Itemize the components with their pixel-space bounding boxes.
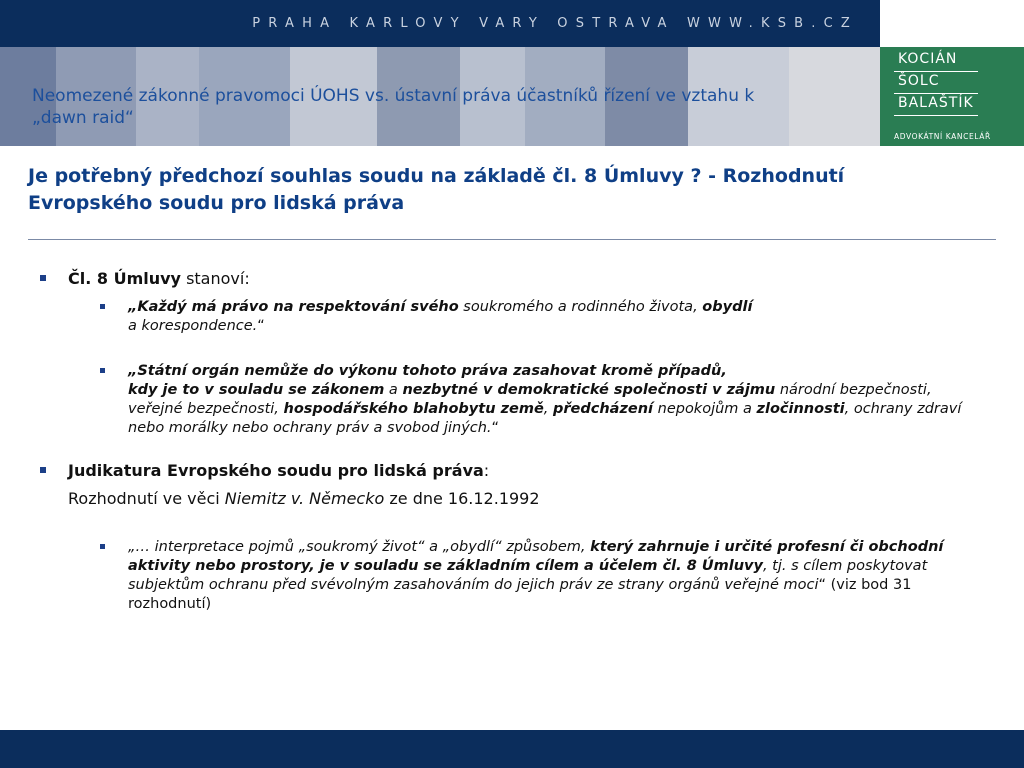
bullet-square-icon — [100, 368, 105, 373]
logo-box — [880, 47, 1024, 146]
quote-article-8-para2: „Státní orgán nemůže do výkonu tohoto práva zasahovat kromě případů, kdy je to v souladu se zákonem a nezbytné v demokratické společnosti v zájmu národní bezpečnosti, veřejné bezpečnosti, hospodářského blahobytu země, předcházení nepokojům a zločinnosti, ochrany zdraví nebo morálky nebo ochrany práv a svobod jiných.“ — [40, 362, 990, 438]
title-divider — [28, 239, 996, 240]
bullet-square-icon — [100, 544, 105, 549]
bullet-square-icon — [40, 275, 46, 281]
logo-subtitle: ADVOKÁTNÍ KANCELÁŘ — [894, 132, 991, 141]
slide-title: Je potřebný předchozí souhlas soudu na základě čl. 8 Úmluvy ? - Rozhodnutí Evropského soudu pro lidská práva — [28, 165, 845, 214]
logo-line-2: ŠOLC — [898, 73, 940, 89]
bullet-square-icon — [100, 304, 105, 309]
office-cities: PRAHA KARLOVY VARY OSTRAVA WWW.KSB.CZ — [252, 16, 858, 31]
header-title: Neomezené zákonné pravomoci ÚOHS vs. ústavní práva účastníků řízení ve vztahu k „dawn raid“ — [32, 86, 755, 128]
quote-article-8-para1: „Každý má právo na respektování svého soukromého a rodinného života, obydlí a korespondence.“ — [40, 298, 990, 336]
bottom-banner — [0, 730, 1024, 768]
quote-niemitz: „… interpretace pojmů „soukromý život“ a „obydlí“ způsobem, který zahrnuje i určité profesní či obchodní aktivity nebo prostory, je v souladu se základním cílem a účelem čl. 8 Úmluvy, tj. s cílem poskytovat subjektům ochranu před svévolným zasahováním do jejich práv ze strany orgánů veřejné moci“ (viz bod 31 rozhodnutí) — [40, 538, 990, 614]
firm-logo — [880, 0, 1024, 146]
top-banner — [0, 0, 880, 47]
slide-content — [40, 268, 990, 614]
logo-line-3: BALAŠTÍK — [898, 95, 974, 111]
case-reference: Rozhodnutí ve věci Niemitz v. Německo ze dne 16.12.1992 — [68, 489, 540, 508]
bullet-article-8: Čl. 8 Úmluvy stanoví: — [40, 268, 990, 290]
bullet-case-law: Judikatura Evropského soudu pro lidská práva: — [40, 460, 990, 482]
logo-line-1: KOCIÁN — [898, 51, 958, 67]
bullet-square-icon — [40, 467, 46, 473]
